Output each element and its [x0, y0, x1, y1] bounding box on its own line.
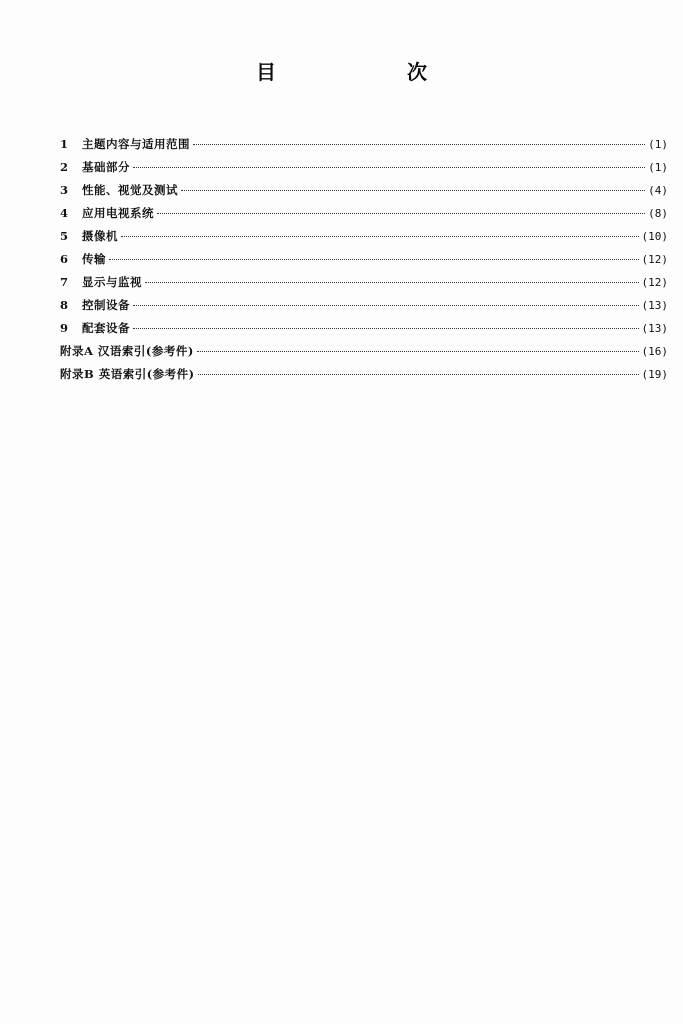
toc-entry-number: 6: [60, 252, 69, 266]
toc-entry-2: [60, 159, 668, 182]
dot-leader: [157, 213, 645, 214]
table-of-contents: [60, 136, 668, 389]
toc-entry-title: 附录B 英语索引(参考件): [60, 367, 195, 381]
toc-entry-1: [60, 136, 668, 159]
toc-entry-7: [60, 274, 668, 297]
toc-entry-page: (13): [641, 299, 668, 312]
toc-entry-title: 传输: [82, 252, 106, 266]
toc-entry-number: 7: [60, 275, 69, 289]
toc-entry-3: [60, 182, 668, 205]
dot-leader: [133, 167, 645, 168]
toc-entry-title: 应用电视系统: [82, 206, 154, 220]
toc-entry-title: 附录A 汉语索引(参考件): [60, 344, 194, 358]
dot-leader: [198, 374, 639, 375]
toc-entry-6: [60, 251, 668, 274]
toc-entry-number: 4: [60, 206, 69, 220]
toc-entry-page: (10): [641, 230, 668, 243]
toc-entry-number: 5: [60, 229, 69, 243]
toc-entry-8: [60, 297, 668, 320]
dot-leader: [145, 282, 639, 283]
toc-entry-page: (13): [641, 322, 668, 335]
toc-entry-page: (12): [641, 253, 668, 266]
dot-leader: [193, 144, 645, 145]
toc-entry-title: 控制设备: [82, 298, 130, 312]
dot-leader: [109, 259, 639, 260]
dot-leader: [133, 328, 639, 329]
toc-entry-appendix-b: [60, 366, 668, 389]
toc-entry-title: 摄像机: [82, 229, 118, 243]
toc-entry-number: 2: [60, 160, 69, 174]
toc-entry-title: 显示与监视: [82, 275, 142, 289]
toc-entry-page: (4): [648, 184, 668, 197]
toc-entry-page: (12): [641, 276, 668, 289]
toc-entry-number: 8: [60, 298, 69, 312]
dot-leader: [181, 190, 645, 191]
page-title: 目 次: [256, 60, 489, 84]
toc-entry-page: (16): [641, 345, 668, 358]
toc-entry-appendix-a: [60, 343, 668, 366]
toc-entry-number: 9: [60, 321, 69, 335]
toc-entry-page: (1): [648, 138, 668, 151]
toc-entry-title: 配套设备: [82, 321, 130, 335]
toc-entry-title: 主题内容与适用范围: [82, 137, 190, 151]
dot-leader: [197, 351, 639, 352]
dot-leader: [133, 305, 639, 306]
toc-entry-5: [60, 228, 668, 251]
dot-leader: [121, 236, 639, 237]
toc-entry-4: [60, 205, 668, 228]
toc-entry-title: 基础部分: [82, 160, 130, 174]
toc-entry-number: 3: [60, 183, 69, 197]
toc-entry-number: 1: [60, 137, 69, 151]
toc-entry-title: 性能、视觉及测试: [82, 183, 178, 197]
toc-entry-page: (8): [648, 207, 668, 220]
toc-entry-page: (19): [641, 368, 668, 381]
toc-entry-9: [60, 320, 668, 343]
toc-entry-page: (1): [648, 161, 668, 174]
